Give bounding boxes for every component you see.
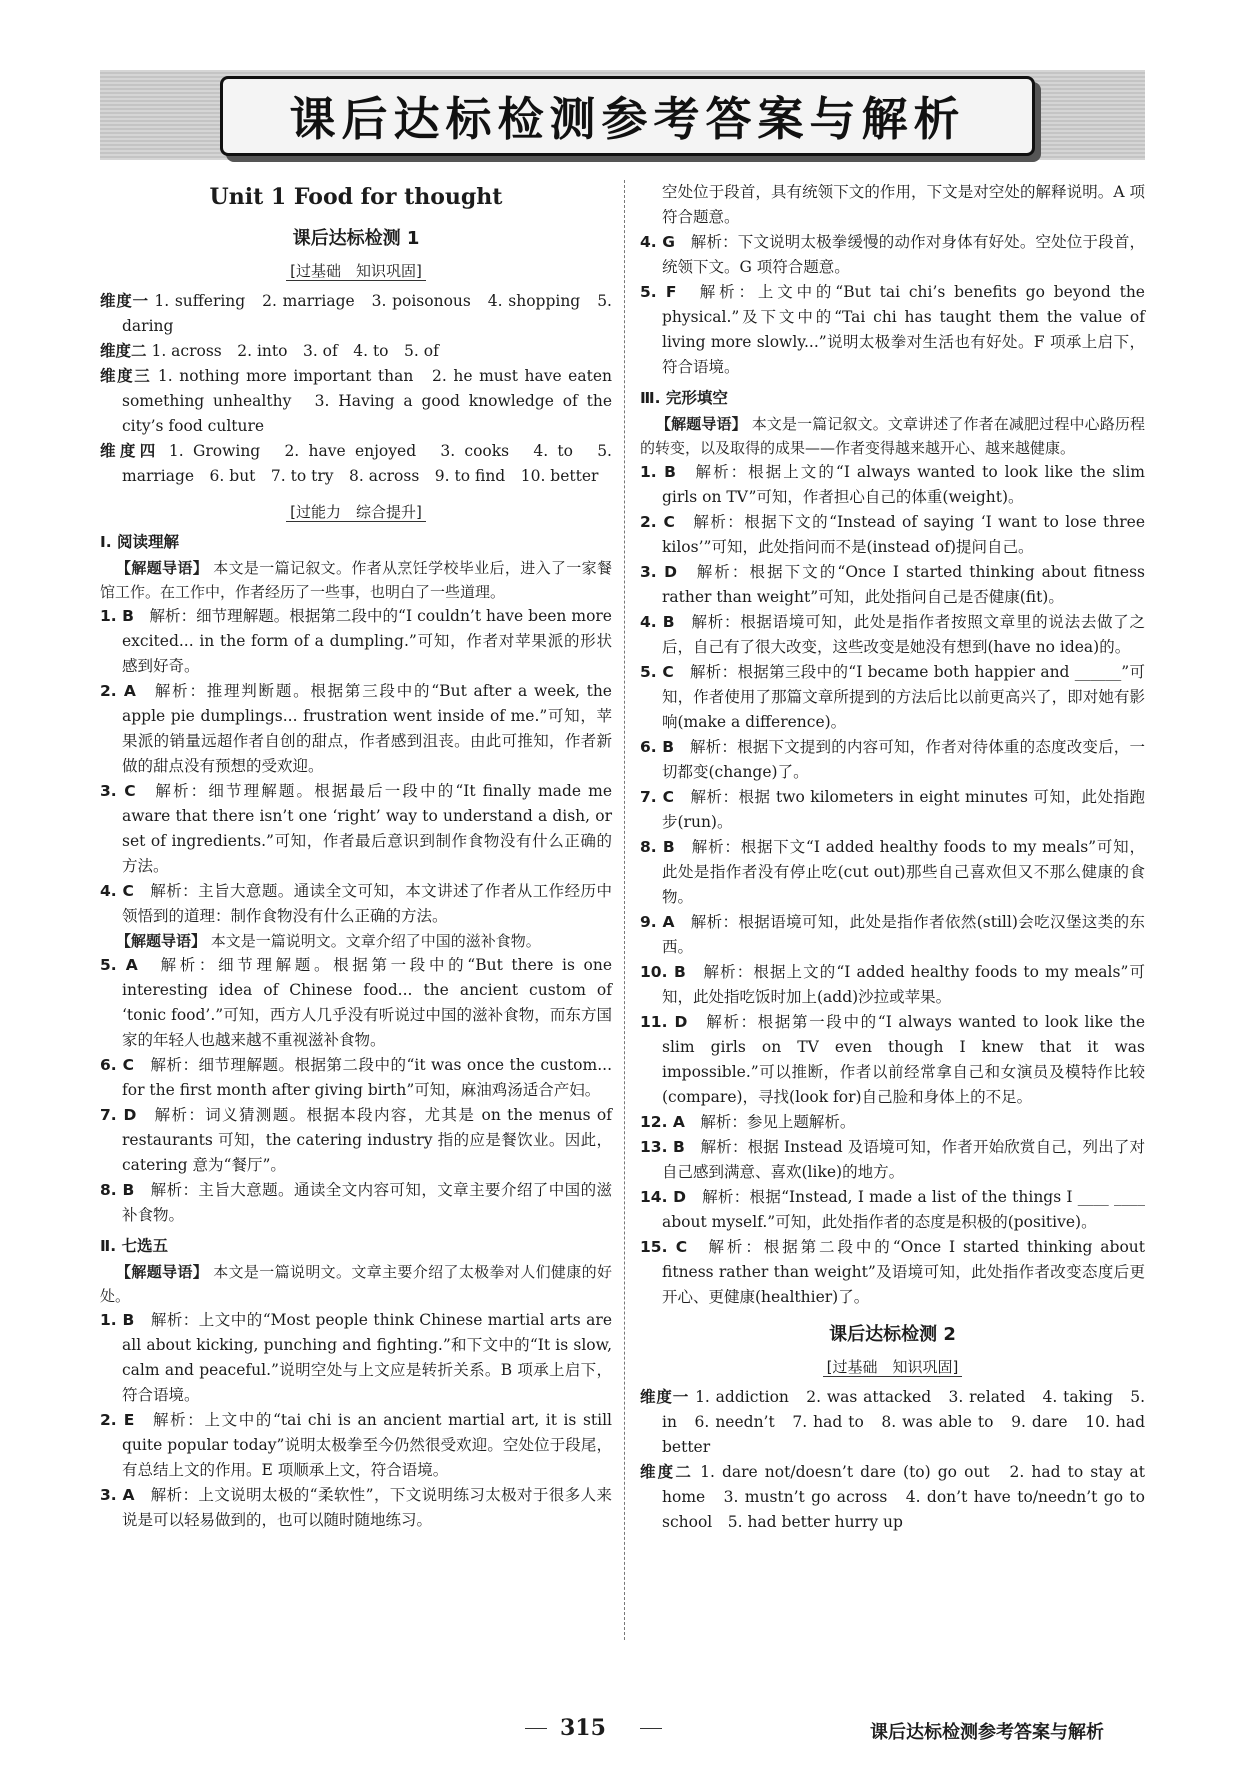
- answer-item: 9. A 解析：根据语境可知，此处是指作者依然(still)会吃汉堡这类的东西。: [640, 913, 1145, 956]
- footer-title: 课后达标检测参考答案与解析: [870, 1722, 1104, 1743]
- test-title: 课后达标检测 2: [829, 1324, 956, 1345]
- answer-item: 维度一 1. suffering 2. marriage 3. poisonous 4. shopping 5. daring: [100, 292, 612, 335]
- answer-item: 3. C 解析：细节理解题。根据最后一段中的“It finally made me aware that there isn’t one ‘right’ way to understand a dish, or set of ingredients.”可知，作者最后意识到制作食物没有什么正确的方法。: [100, 782, 612, 875]
- guide-text: 【解题导语】 本文是一篇记叙文。作者从烹饪学校毕业后，进入了一家餐馆工作。在工作中，作者经历了一些事，也明白了一些道理。: [100, 559, 612, 601]
- answer-item: 5. C 解析：根据第三段中的“I became both happier and ______”可知，作者使用了那篇文章所提到的方法后比以前更高兴了，即对她有影响(make a difference)。: [640, 663, 1145, 731]
- answer-item: 3. D 解析：根据下文的“Once I started thinking about fitness rather than weight”可知，此处指问自己是否健康(fit)。: [640, 563, 1145, 606]
- answer-item: 2. E 解析：上文中的“tai chi is an ancient martial art, it is still quite popular today”说明太极拳至今仍然很受欢迎。空处位于段尾，有总结上文的作用。E 项顺承上文，符合语境。: [100, 1411, 612, 1479]
- footer-dash: [640, 1728, 662, 1729]
- section-heading: Ⅰ. 阅读理解: [100, 533, 180, 551]
- banner-frame: [220, 76, 1035, 156]
- answer-item: 1. B 解析：上文中的“Most people think Chinese martial arts are all about kicking, punching and fighting.”和下文中的“It is slow, calm and peaceful.”说明空处与上文应是转折关系。B 项承上启下，符合语境。: [100, 1311, 612, 1404]
- left-column: [100, 180, 612, 1533]
- answer-item: 7. C 解析：根据 two kilometers in eight minutes 可知，此处指跑步(run)。: [640, 788, 1145, 831]
- section-tag: [过基础 知识巩固]: [640, 1356, 1145, 1377]
- answer-item: 维度三 1. nothing more important than 2. he must have eaten something unhealthy 3. Having a good knowledge of the city’s food culture: [100, 367, 612, 435]
- answer-item: 10. B 解析：根据上文的“I added healthy foods to my meals”可知，此处指吃饭时加上(add)沙拉或苹果。: [640, 963, 1145, 1006]
- answer-item: 8. B 解析：根据下文“I added healthy foods to my meals”可知，此处是指作者没有停止吃(cut out)那些自己喜欢但又不那么健康的食物。: [640, 838, 1145, 906]
- answer-item: 7. D 解析：词义猜测题。根据本段内容，尤其是 on the menus of restaurants 可知，the catering industry 指的应是餐饮业。因此，catering 意为“餐厅”。: [100, 1106, 612, 1174]
- page-number: 315: [560, 1715, 606, 1741]
- unit-title: Unit 1 Food for thought: [209, 184, 503, 210]
- answer-item: 3. A 解析：上文说明太极的“柔软性”，下文说明练习太极对于很多人来说是可以轻易做到的，也可以随时随地练习。: [100, 1486, 612, 1529]
- answer-item: 15. C 解析：根据第二段中的“Once I started thinking about fitness rather than weight”及语境可知，此处指作者改变态度后更开心、更健康(healthier)了。: [640, 1238, 1145, 1306]
- answer-item: 维度二 1. dare not/doesn’t dare (to) go out 2. had to stay at home 3. mustn’t go across 4. don’t have to/needn’t go to school 5. had better hurry up: [640, 1463, 1145, 1531]
- right-column: [640, 180, 1145, 1535]
- answer-item: 13. B 解析：根据 Instead 及语境可知，作者开始欣赏自己，列出了对自己感到满意、喜欢(like)的地方。: [640, 1138, 1145, 1181]
- answer-item: 维度一 1. addiction 2. was attacked 3. related 4. taking 5. in 6. needn’t 7. had to 8. was able to 9. dare 10. had better: [640, 1388, 1145, 1456]
- guide-text: 【解题导语】 本文是一篇说明文。文章介绍了中国的滋补食物。: [116, 932, 541, 950]
- answer-item: 4. B 解析：根据语境可知，此处是指作者按照文章里的说法去做了之后，自己有了很大改变，这些改变是她没有想到(have no idea)的。: [640, 613, 1145, 656]
- title-banner: [100, 70, 1145, 160]
- test-title: 课后达标检测 1: [292, 228, 420, 249]
- section-tag: [过能力 综合提升]: [100, 501, 612, 522]
- answer-item: 11. D 解析：根据第一段中的“I always wanted to look like the slim girls on TV even though I knew that it was impossible.”可以推断，作者以前经常拿自己和女演员及模特作比较(compare)，寻找(look for)自己脸和身体上的不足。: [640, 1013, 1145, 1106]
- section-heading: Ⅱ. 七选五: [100, 1237, 168, 1255]
- guide-text: 【解题导语】 本文是一篇说明文。文章主要介绍了太极拳对人们健康的好处。: [100, 1263, 612, 1305]
- answer-item: 12. A 解析：参见上题解析。: [640, 1113, 856, 1131]
- column-divider: [624, 180, 625, 1640]
- answer-item: 4. G 解析：下文说明太极拳缓慢的动作对身体有好处。空处位于段首，统领下文。G 项符合题意。: [640, 233, 1145, 276]
- page-title: 课后达标检测参考答案与解析: [289, 92, 966, 146]
- section-tag: [过基础 知识巩固]: [100, 260, 612, 281]
- answer-item: 5. A 解析：细节理解题。根据第一段中的“But there is one interesting idea of Chinese food... the ancient custom of ‘tonic food’.”可知，西方人几乎没有听说过中国的滋补食物，而东方国家的年轻人也越来越不重视滋补食物。: [100, 956, 612, 1049]
- answer-item: 1. B 解析：根据上文的“I always wanted to look like the slim girls on TV”可知，作者担心自己的体重(weight)。: [640, 463, 1145, 506]
- answer-item: 2. A 解析：推理判断题。根据第三段中的“But after a week, the apple pie dumplings... frustration went inside of me.”可知，苹果派的销量远超作者自创的甜点，作者感到沮丧。由此可推知，作者新做的甜点没有预想的受欢迎。: [100, 682, 612, 775]
- footer-dash: [525, 1728, 547, 1729]
- answer-item: 4. C 解析：主旨大意题。通读全文可知，本文讲述了作者从工作经历中领悟到的道理：制作食物没有什么正确的方法。: [100, 882, 612, 925]
- answer-item: 1. B 解析：细节理解题。根据第二段中的“I couldn’t have been more excited... in the form of a dumpling.”可知，作者对苹果派的形状感到好奇。: [100, 607, 612, 675]
- answer-item: 6. C 解析：细节理解题。根据第二段中的“it was once the custom... for the first month after giving birth”可知，麻油鸡汤适合产妇。: [100, 1056, 612, 1099]
- guide-text: 【解题导语】 本文是一篇记叙文。文章讲述了作者在减肥过程中心路历程的转变，以及取得的成果——作者变得越来越开心、越来越健康。: [640, 415, 1145, 457]
- answer-item: 5. F 解析：上文中的“But tai chi’s benefits go beyond the physical.”及下文中的“Tai chi has taught them the value of living more slowly...”说明太极拳对生活也有好处。F 项承上启下，符合语境。: [640, 283, 1145, 376]
- answer-continuation: 空处位于段首，具有统领下文的作用，下文是对空处的解释说明。A 项符合题意。: [662, 183, 1145, 226]
- answer-item: 6. B 解析：根据下文提到的内容可知，作者对待体重的态度改变后，一切都变(change)了。: [640, 738, 1145, 781]
- answer-item: 14. D 解析：根据“Instead, I made a list of the things I ____ ____ about myself.”可知，此处指作者的态度是积极的(positive)。: [640, 1188, 1145, 1231]
- section-heading: Ⅲ. 完形填空: [640, 389, 728, 407]
- answer-item: 2. C 解析：根据下文的“Instead of saying ‘I want to lose three kilos’”可知，此处指问而不是(instead of)提问自己。: [640, 513, 1145, 556]
- answer-item: 维度二 1. across 2. into 3. of 4. to 5. of: [100, 342, 439, 360]
- answer-item: 维度四 1. Growing 2. have enjoyed 3. cooks 4. to 5. marriage 6. but 7. to try 8. across 9. to find 10. better: [100, 442, 612, 485]
- answer-item: 8. B 解析：主旨大意题。通读全文内容可知，文章主要介绍了中国的滋补食物。: [100, 1181, 612, 1224]
